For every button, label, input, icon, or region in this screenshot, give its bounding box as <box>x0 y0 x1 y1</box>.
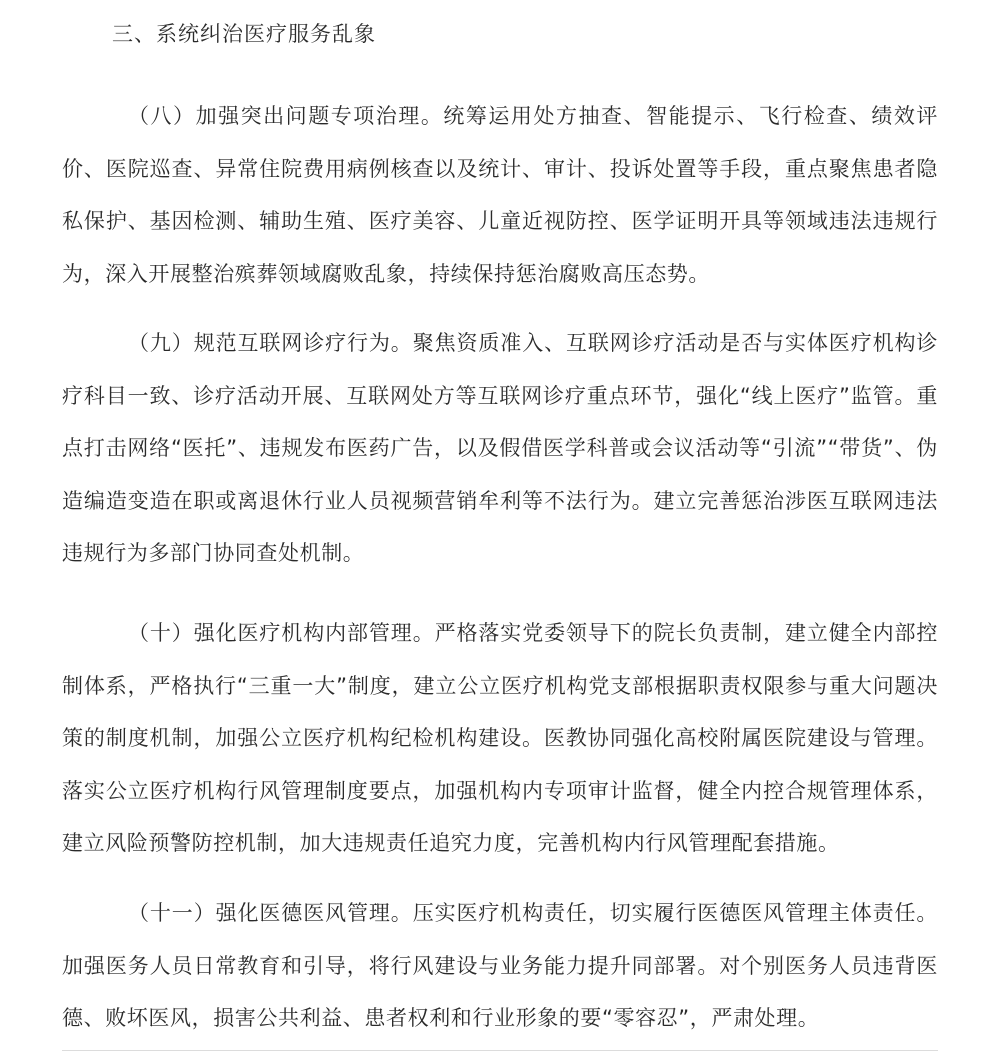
paragraph-9-label: （九）规范互联网诊疗行为。 <box>128 331 413 355</box>
paragraph-11-text: 压实医疗机构责任，切实履行医德医风管理主体责任。加强医务人员日常教育和引导，将行风建设与业务能力提升同部署。对个别医务人员违背医德、败坏医风，损害公共利益、患者权利和行业形象的要“零容忍”，严肃处理。 <box>62 901 938 1030</box>
paragraph-10 <box>62 607 938 870</box>
paragraph-11-label: （十一）强化医德医风管理。 <box>128 901 413 925</box>
paragraph-11 <box>62 887 938 1045</box>
paragraph-8-label: （八）加强突出问题专项治理。 <box>128 104 444 128</box>
section-heading: 三、系统纠治医疗服务乱象 <box>112 22 376 46</box>
bottom-divider <box>62 1050 938 1051</box>
paragraph-8 <box>62 90 938 300</box>
paragraph-8-text: 统筹运用处方抽查、智能提示、飞行检查、绩效评价、医院巡查、异常住院费用病例核查以及统计、审计、投诉处置等手段，重点聚焦患者隐私保护、基因检测、辅助生殖、医疗美容、儿童近视防控、医学证明开具等领域违法违规行为，深入开展整治殡葬领域腐败乱象，持续保持惩治腐败高压态势。 <box>62 104 938 286</box>
paragraph-10-text: 严格落实党委领导下的院长负责制，建立健全内部控制体系，严格执行“三重一大”制度，建立公立医疗机构党支部根据职责权限参与重大问题决策的制度机制，加强公立医疗机构纪检机构建设。医教协同强化高校附属医院建设与管理。落实公立医疗机构行风管理制度要点，加强机构内专项审计监督，健全内控合规管理体系，建立风险预警防控机制，加大违规责任追究力度，完善机构内行风管理配套措施。 <box>62 621 938 855</box>
paragraph-9 <box>62 317 938 580</box>
paragraph-10-label: （十）强化医疗机构内部管理。 <box>128 621 435 645</box>
paragraph-9-text: 聚焦资质准入、互联网诊疗活动是否与实体医疗机构诊疗科目一致、诊疗活动开展、互联网处方等互联网诊疗重点环节，强化“线上医疗”监管。重点打击网络“医托”、违规发布医药广告，以及假借医学科普或会议活动等“引流”“带货”、伪造编造变造在职或离退休行业人员视频营销牟利等不法行为。建立完善惩治涉医互联网违法违规行为多部门协同查处机制。 <box>62 331 938 565</box>
